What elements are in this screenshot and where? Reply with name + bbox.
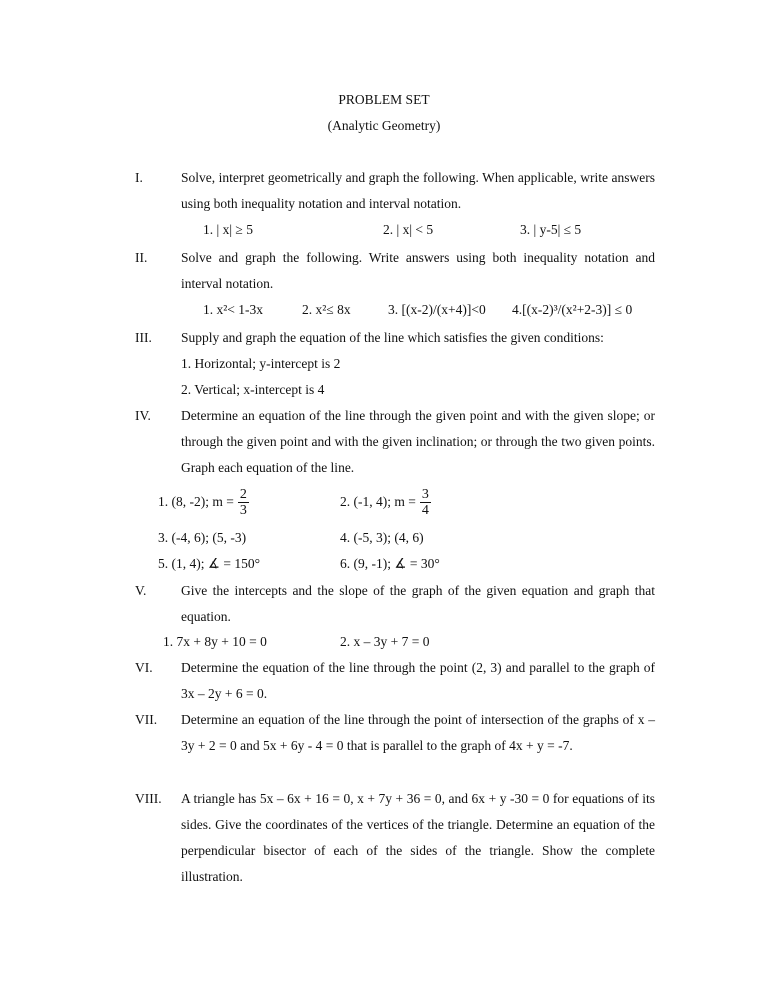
document-title: PROBLEM SET	[338, 92, 430, 107]
section-numeral: V.	[135, 583, 147, 598]
problem-item: 1. Horizontal; y-intercept is 2	[181, 356, 341, 371]
problem-item: 1. | x| ≥ 5	[203, 222, 253, 237]
problem-item: 4. (-5, 3); (4, 6)	[340, 530, 424, 545]
slope-fraction	[420, 487, 431, 518]
slope-fraction	[238, 487, 249, 518]
section-numeral: III.	[135, 330, 152, 345]
problem-item: 2. x²≤ 8x	[302, 302, 351, 317]
section-numeral: VII.	[135, 712, 158, 727]
section-instructions: Solve and graph the following. Write answers using both inequality notation and interval notation.	[181, 250, 655, 291]
section-instructions: Determine the equation of the line through the point (2, 3) and parallel to the graph of 3x – 2y + 6 = 0.	[181, 660, 655, 701]
fraction-denominator: 4	[421, 503, 429, 519]
problem-item: 6. (9, -1); ∡ = 30°	[340, 556, 440, 571]
problem-item: 2. Vertical; x-intercept is 4	[181, 382, 325, 397]
problem-item	[340, 485, 431, 519]
section-numeral: I.	[135, 170, 143, 185]
problem-item: 4.[(x-2)³/(x²+2-3)] ≤ 0	[512, 302, 633, 317]
section-instructions: Supply and graph the equation of the line which satisfies the given conditions:	[181, 330, 604, 345]
section-numeral: II.	[135, 250, 148, 265]
problem-item	[158, 485, 249, 519]
problem-item-label: 2. (-1, 4); m =	[340, 494, 416, 509]
section-numeral: IV.	[135, 408, 151, 423]
problem-item: 3. [(x-2)/(x+4)]<0	[388, 302, 486, 317]
fraction-numerator: 3	[421, 487, 429, 503]
section-instructions: Give the intercepts and the slope of the graph of the given equation and graph that equation.	[181, 583, 655, 624]
problem-item: 2. x – 3y + 7 = 0	[340, 634, 430, 649]
problem-item: 5. (1, 4); ∡ = 150°	[158, 556, 260, 571]
problem-item: 1. x²< 1-3x	[203, 302, 264, 317]
problem-item: 1. 7x + 8y + 10 = 0	[163, 634, 267, 649]
problem-item: 3. (-4, 6); (5, -3)	[158, 530, 247, 545]
section-instructions: Solve, interpret geometrically and graph the following. When applicable, write answers using both inequality notation and interval notation.	[181, 170, 655, 211]
section-numeral: VIII.	[135, 791, 162, 806]
problem-item: 3. | y-5| ≤ 5	[520, 222, 582, 237]
section-numeral: VI.	[135, 660, 153, 675]
section-instructions: Determine an equation of the line through the given point and with the given slope; or through the given point and with the given inclination; or through the two given points. Graph each equation of the line.	[181, 408, 655, 475]
section-instructions: Determine an equation of the line through the point of intersection of the graphs of x – 3y + 2 = 0 and 5x + 6y - 4 = 0 that is parallel to the graph of 4x + y = -7.	[181, 712, 655, 753]
document-subtitle: (Analytic Geometry)	[327, 118, 441, 133]
fraction-numerator: 2	[239, 487, 247, 503]
section-instructions: A triangle has 5x – 6x + 16 = 0, x + 7y + 36 = 0, and 6x + y -30 = 0 for equations of its sides. Give the coordinates of the vertices of the triangle. Determine an equation of the perpendicular bisector of each of the sides of the triangle. Show the complete illustration.	[181, 791, 655, 884]
problem-item: 2. | x| < 5	[383, 222, 434, 237]
problem-item-label: 1. (8, -2); m =	[158, 494, 234, 509]
fraction-denominator: 3	[239, 503, 247, 519]
